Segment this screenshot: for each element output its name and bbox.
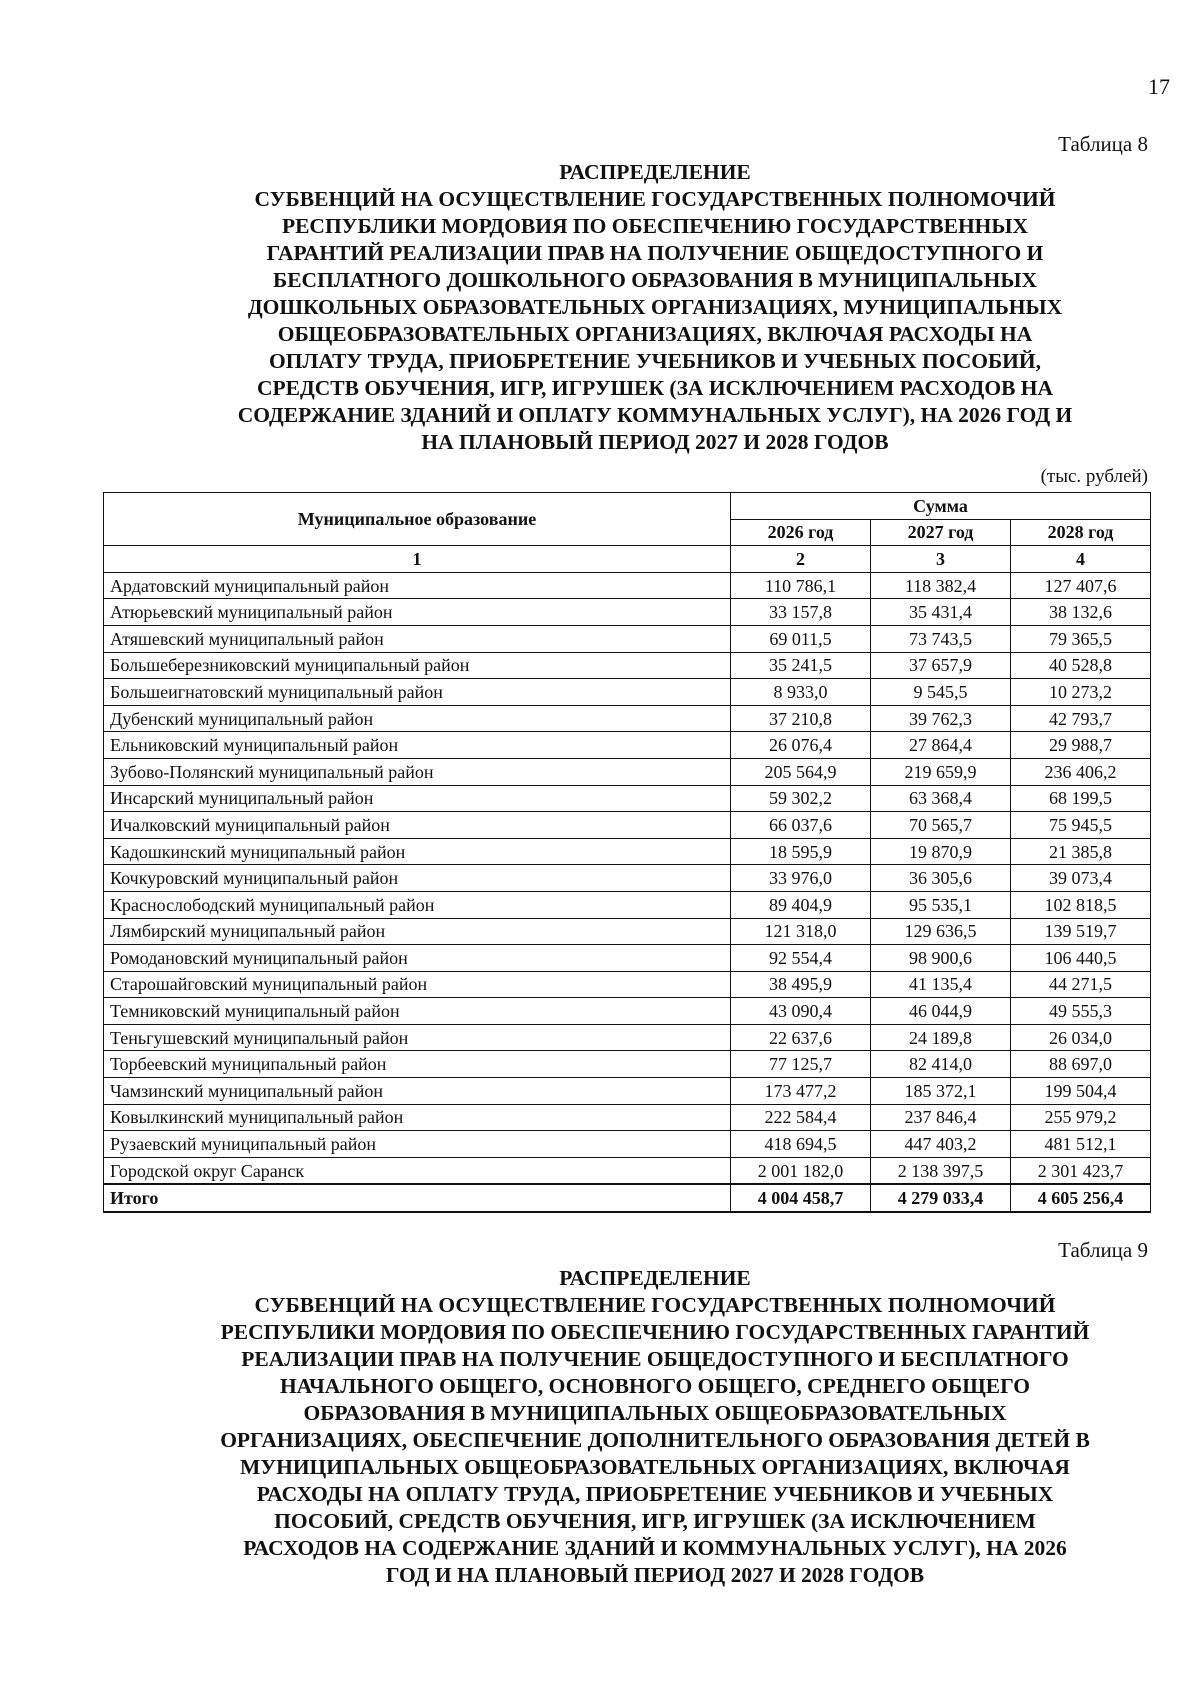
title-line: ОБЩЕОБРАЗОВАТЕЛЬНЫХ ОРГАНИЗАЦИЯХ, ВКЛЮЧАЯ РАСХОДЫ НА — [277, 322, 1033, 346]
total-2028: 4 605 256,4 — [1011, 1184, 1151, 1212]
header-sum: Сумма — [731, 493, 1151, 520]
municipality-name: Темниковский муниципальный район — [104, 998, 731, 1025]
total-2026: 4 004 458,7 — [731, 1184, 871, 1212]
table9-title — [160, 1265, 1150, 1589]
municipality-name: Большеигнатовский муниципальный район — [104, 679, 731, 706]
table-row — [104, 679, 1151, 706]
value-2026: 33 157,8 — [731, 599, 871, 626]
value-2026: 33 976,0 — [731, 865, 871, 892]
table-row — [104, 945, 1151, 972]
value-2028: 40 528,8 — [1011, 652, 1151, 679]
municipality-name: Кочкуровский муниципальный район — [104, 865, 731, 892]
municipality-name: Чамзинский муниципальный район — [104, 1078, 731, 1105]
title-line: ГАРАНТИЙ РЕАЛИЗАЦИИ ПРАВ НА ПОЛУЧЕНИЕ ОБЩЕДОСТУПНОГО И — [266, 241, 1044, 265]
value-2028: 106 440,5 — [1011, 945, 1151, 972]
value-2027: 447 403,2 — [871, 1131, 1011, 1158]
value-2026: 37 210,8 — [731, 705, 871, 732]
value-2027: 118 382,4 — [871, 572, 1011, 599]
value-2028: 127 407,6 — [1011, 572, 1151, 599]
column-number: 2 — [731, 546, 871, 573]
value-2027: 70 565,7 — [871, 812, 1011, 839]
value-2028: 75 945,5 — [1011, 812, 1151, 839]
table-row — [104, 705, 1151, 732]
title-line: ГОД И НА ПЛАНОВЫЙ ПЕРИОД 2027 И 2028 ГОДОВ — [385, 1563, 925, 1587]
value-2026: 66 037,6 — [731, 812, 871, 839]
table-row — [104, 1051, 1151, 1078]
title-line: РАСХОДЫ НА ОПЛАТУ ТРУДА, ПРИОБРЕТЕНИЕ УЧЕБНИКОВ И УЧЕБНЫХ — [256, 1482, 1054, 1506]
value-2026: 38 495,9 — [731, 971, 871, 998]
table-row — [104, 891, 1151, 918]
value-2026: 418 694,5 — [731, 1131, 871, 1158]
value-2028: 2 301 423,7 — [1011, 1157, 1151, 1184]
table8-body — [104, 572, 1151, 1184]
title-line: ДОШКОЛЬНЫХ ОБРАЗОВАТЕЛЬНЫХ ОРГАНИЗАЦИЯХ, МУНИЦИПАЛЬНЫХ — [247, 295, 1063, 319]
value-2027: 73 743,5 — [871, 625, 1011, 652]
value-2028: 68 199,5 — [1011, 785, 1151, 812]
column-number: 3 — [871, 546, 1011, 573]
municipality-name: Ельниковский муниципальный район — [104, 732, 731, 759]
municipality-name: Теньгушевский муниципальный район — [104, 1024, 731, 1051]
municipality-name: Старошайговский муниципальный район — [104, 971, 731, 998]
table-row — [104, 971, 1151, 998]
municipality-name: Рузаевский муниципальный район — [104, 1131, 731, 1158]
value-2028: 29 988,7 — [1011, 732, 1151, 759]
value-2027: 19 870,9 — [871, 838, 1011, 865]
title-line: СУБВЕНЦИЙ НА ОСУЩЕСТВЛЕНИЕ ГОСУДАРСТВЕННЫХ ПОЛНОМОЧИЙ — [254, 187, 1056, 211]
title-line: СОДЕРЖАНИЕ ЗДАНИЙ И ОПЛАТУ КОММУНАЛЬНЫХ УСЛУГ), НА 2026 ГОД И — [237, 403, 1073, 427]
municipality-name: Краснослободский муниципальный район — [104, 891, 731, 918]
value-2027: 219 659,9 — [871, 758, 1011, 785]
value-2026: 222 584,4 — [731, 1104, 871, 1131]
value-2027: 46 044,9 — [871, 998, 1011, 1025]
value-2026: 22 637,6 — [731, 1024, 871, 1051]
table-row — [104, 812, 1151, 839]
value-2027: 82 414,0 — [871, 1051, 1011, 1078]
value-2028: 21 385,8 — [1011, 838, 1151, 865]
value-2026: 121 318,0 — [731, 918, 871, 945]
municipality-name: Зубово-Полянский муниципальный район — [104, 758, 731, 785]
value-2027: 98 900,6 — [871, 945, 1011, 972]
value-2027: 63 368,4 — [871, 785, 1011, 812]
value-2026: 110 786,1 — [731, 572, 871, 599]
municipality-name: Ковылкинский муниципальный район — [104, 1104, 731, 1131]
title-line: РАСПРЕДЕЛЕНИЕ — [559, 1266, 751, 1290]
title-line: РАСПРЕДЕЛЕНИЕ — [559, 160, 751, 184]
table-row — [104, 652, 1151, 679]
value-2026: 43 090,4 — [731, 998, 871, 1025]
value-2028: 39 073,4 — [1011, 865, 1151, 892]
value-2028: 10 273,2 — [1011, 679, 1151, 706]
total-row — [104, 1184, 1151, 1212]
table-row — [104, 998, 1151, 1025]
value-2026: 8 933,0 — [731, 679, 871, 706]
value-2028: 139 519,7 — [1011, 918, 1151, 945]
table-row — [104, 1024, 1151, 1051]
total-2027: 4 279 033,4 — [871, 1184, 1011, 1212]
municipality-name: Инсарский муниципальный район — [104, 785, 731, 812]
value-2027: 39 762,3 — [871, 705, 1011, 732]
value-2026: 89 404,9 — [731, 891, 871, 918]
value-2026: 92 554,4 — [731, 945, 871, 972]
title-line: СУБВЕНЦИЙ НА ОСУЩЕСТВЛЕНИЕ ГОСУДАРСТВЕННЫХ ПОЛНОМОЧИЙ — [254, 1293, 1056, 1317]
total-label: Итого — [104, 1184, 731, 1212]
column-number-row — [104, 546, 1151, 573]
table-row — [104, 1078, 1151, 1105]
value-2027: 35 431,4 — [871, 599, 1011, 626]
value-2026: 69 011,5 — [731, 625, 871, 652]
table-row — [104, 865, 1151, 892]
value-2028: 481 512,1 — [1011, 1131, 1151, 1158]
table8 — [103, 492, 1151, 1213]
value-2028: 255 979,2 — [1011, 1104, 1151, 1131]
municipality-name: Атюрьевский муниципальный район — [104, 599, 731, 626]
value-2027: 37 657,9 — [871, 652, 1011, 679]
value-2028: 79 365,5 — [1011, 625, 1151, 652]
value-2026: 35 241,5 — [731, 652, 871, 679]
header-year-2027: 2027 год — [871, 519, 1011, 546]
value-2027: 27 864,4 — [871, 732, 1011, 759]
title-line: СРЕДСТВ ОБУЧЕНИЯ, ИГР, ИГРУШЕК (ЗА ИСКЛЮЧЕНИЕМ РАСХОДОВ НА — [256, 376, 1054, 400]
table-row — [104, 572, 1151, 599]
value-2026: 173 477,2 — [731, 1078, 871, 1105]
value-2026: 59 302,2 — [731, 785, 871, 812]
table9-label: Таблица 9 — [1058, 1238, 1148, 1262]
column-number: 4 — [1011, 546, 1151, 573]
value-2027: 41 135,4 — [871, 971, 1011, 998]
value-2027: 9 545,5 — [871, 679, 1011, 706]
value-2028: 49 555,3 — [1011, 998, 1151, 1025]
title-line: МУНИЦИПАЛЬНЫХ ОБЩЕОБРАЗОВАТЕЛЬНЫХ ОРГАНИЗАЦИЯХ, ВКЛЮЧАЯ — [240, 1455, 1070, 1479]
municipality-name: Дубенский муниципальный район — [104, 705, 731, 732]
municipality-name: Ромодановский муниципальный район — [104, 945, 731, 972]
table-row — [104, 1131, 1151, 1158]
title-line: РЕСПУБЛИКИ МОРДОВИЯ ПО ОБЕСПЕЧЕНИЮ ГОСУДАРСТВЕННЫХ — [281, 214, 1029, 238]
title-line: БЕСПЛАТНОГО ДОШКОЛЬНОГО ОБРАЗОВАНИЯ В МУНИЦИПАЛЬНЫХ — [272, 268, 1038, 292]
value-2026: 2 001 182,0 — [731, 1157, 871, 1184]
header-year-2028: 2028 год — [1011, 519, 1151, 546]
municipality-name: Ардатовский муниципальный район — [104, 572, 731, 599]
value-2026: 26 076,4 — [731, 732, 871, 759]
value-2027: 2 138 397,5 — [871, 1157, 1011, 1184]
units-note: (тыс. рублей) — [1040, 466, 1148, 487]
value-2027: 237 846,4 — [871, 1104, 1011, 1131]
title-line: ПОСОБИЙ, СРЕДСТВ ОБУЧЕНИЯ, ИГР, ИГРУШЕК (ЗА ИСКЛЮЧЕНИЕМ — [274, 1509, 1036, 1533]
table-row — [104, 1157, 1151, 1184]
title-line: РЕСПУБЛИКИ МОРДОВИЯ ПО ОБЕСПЕЧЕНИЮ ГОСУДАРСТВЕННЫХ ГАРАНТИЙ — [220, 1320, 1090, 1344]
value-2027: 95 535,1 — [871, 891, 1011, 918]
municipality-name: Торбеевский муниципальный район — [104, 1051, 731, 1078]
value-2026: 18 595,9 — [731, 838, 871, 865]
table8-title — [160, 159, 1150, 456]
municipality-name: Ичалковский муниципальный район — [104, 812, 731, 839]
value-2027: 129 636,5 — [871, 918, 1011, 945]
title-line: НАЧАЛЬНОГО ОБЩЕГО, ОСНОВНОГО ОБЩЕГО, СРЕДНЕГО ОБЩЕГО — [279, 1374, 1031, 1398]
table-row — [104, 918, 1151, 945]
title-line: ОПЛАТУ ТРУДА, ПРИОБРЕТЕНИЕ УЧЕБНИКОВ И УЧЕБНЫХ ПОСОБИЙ, — [268, 349, 1042, 373]
value-2028: 38 132,6 — [1011, 599, 1151, 626]
municipality-name: Атяшевский муниципальный район — [104, 625, 731, 652]
value-2028: 42 793,7 — [1011, 705, 1151, 732]
municipality-name: Большеберезниковский муниципальный район — [104, 652, 731, 679]
value-2026: 77 125,7 — [731, 1051, 871, 1078]
table-row — [104, 599, 1151, 626]
table-row — [104, 732, 1151, 759]
value-2027: 24 189,8 — [871, 1024, 1011, 1051]
value-2027: 36 305,6 — [871, 865, 1011, 892]
value-2026: 205 564,9 — [731, 758, 871, 785]
value-2028: 26 034,0 — [1011, 1024, 1151, 1051]
title-line: НА ПЛАНОВЫЙ ПЕРИОД 2027 И 2028 ГОДОВ — [421, 430, 889, 454]
value-2028: 88 697,0 — [1011, 1051, 1151, 1078]
table-row — [104, 1104, 1151, 1131]
header-year-2026: 2026 год — [731, 519, 871, 546]
value-2028: 44 271,5 — [1011, 971, 1151, 998]
table8-label: Таблица 8 — [1058, 132, 1148, 156]
value-2028: 236 406,2 — [1011, 758, 1151, 785]
column-number: 1 — [104, 546, 731, 573]
value-2028: 199 504,4 — [1011, 1078, 1151, 1105]
title-line: РАСХОДОВ НА СОДЕРЖАНИЕ ЗДАНИЙ И КОММУНАЛЬНЫХ УСЛУГ), НА 2026 — [243, 1536, 1067, 1560]
header-municipality: Муниципальное образование — [104, 493, 731, 546]
table-row — [104, 625, 1151, 652]
header-row — [104, 493, 1151, 520]
page-number: 17 — [1148, 74, 1170, 99]
title-line: ОБРАЗОВАНИЯ В МУНИЦИПАЛЬНЫХ ОБЩЕОБРАЗОВАТЕЛЬНЫХ — [303, 1401, 1007, 1425]
municipality-name: Кадошкинский муниципальный район — [104, 838, 731, 865]
value-2028: 102 818,5 — [1011, 891, 1151, 918]
municipality-name: Лямбирский муниципальный район — [104, 918, 731, 945]
title-line: ОРГАНИЗАЦИЯХ, ОБЕСПЕЧЕНИЕ ДОПОЛНИТЕЛЬНОГО ОБРАЗОВАНИЯ ДЕТЕЙ В — [220, 1428, 1090, 1452]
value-2027: 185 372,1 — [871, 1078, 1011, 1105]
title-line: РЕАЛИЗАЦИИ ПРАВ НА ПОЛУЧЕНИЕ ОБЩЕДОСТУПНОГО И БЕСПЛАТНОГО — [241, 1347, 1069, 1371]
table-row — [104, 785, 1151, 812]
table-row — [104, 758, 1151, 785]
table-row — [104, 838, 1151, 865]
municipality-name: Городской округ Саранск — [104, 1157, 731, 1184]
